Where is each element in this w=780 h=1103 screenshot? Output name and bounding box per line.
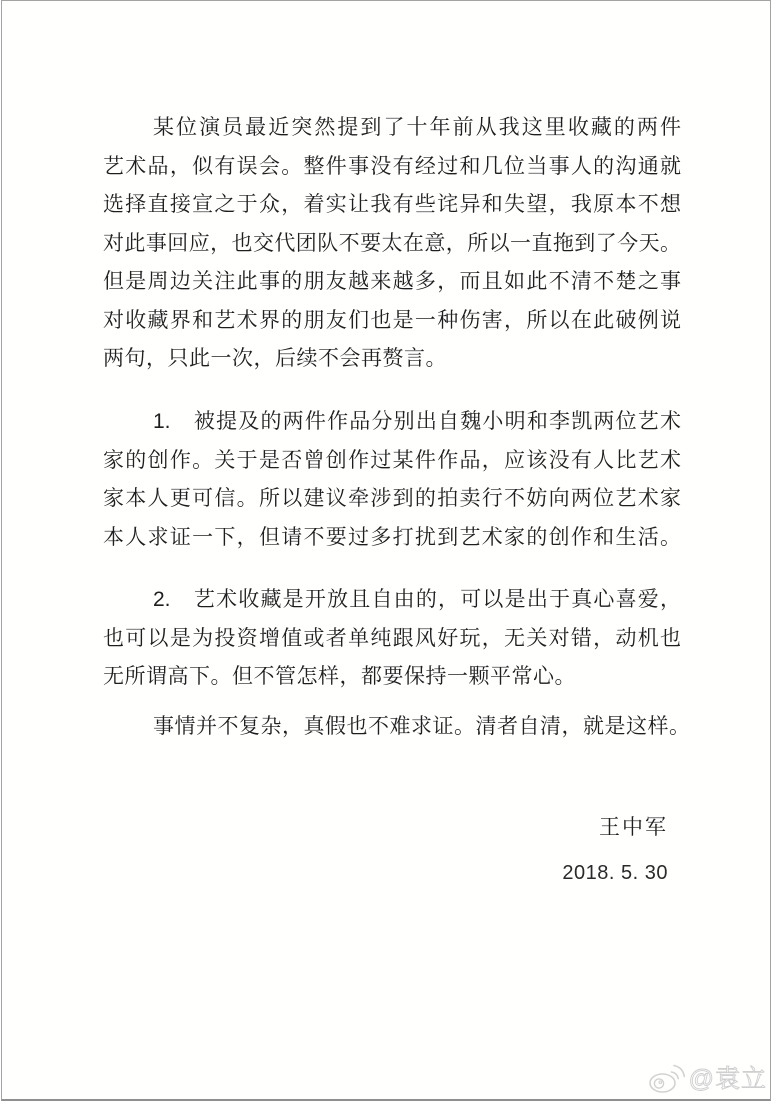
text-line: 对此事回应，也交代团队不要太在意，所以一直拖到了今天。 bbox=[103, 231, 681, 255]
watermark bbox=[648, 1059, 767, 1095]
text-line: 艺术品，似有误会。整件事没有经过和几位当事人的沟通就 bbox=[103, 154, 681, 178]
text-line: 无所谓高下。但不管怎样，都要保持一颗平常心。 bbox=[103, 665, 576, 688]
text-line: 2. 艺术收藏是开放且自由的，可以是出于真心喜爱， bbox=[153, 588, 681, 611]
text-line: 也可以是为投资增值或者单纯跟风好玩，无关对错，动机也 bbox=[103, 626, 681, 650]
paragraph-intro bbox=[103, 109, 681, 379]
text-line: 事情并不复杂，真假也不难求证。清者自清，就是这样。 bbox=[153, 715, 691, 738]
text-line: 但是周边关注此事的朋友越来越多，而且如此不清不楚之事 bbox=[103, 270, 681, 293]
paragraph-point-2 bbox=[103, 581, 681, 697]
signature-name: 王中军 bbox=[599, 815, 668, 839]
text-line: 1. 被提及的两件作品分别出自魏小明和李凯两位艺术 bbox=[153, 410, 681, 433]
weibo-icon bbox=[648, 1061, 686, 1094]
paragraph-point-1 bbox=[103, 403, 681, 557]
text-line: 对收藏界和艺术界的朋友们也是一种伤害，所以在此破例说 bbox=[103, 308, 681, 332]
paragraph-closing bbox=[103, 708, 691, 747]
signature-block bbox=[103, 809, 681, 886]
text-line: 家的创作。关于是否曾创作过某件作品，应该没有人比艺术 bbox=[103, 448, 681, 472]
text-line: 选择直接宣之于众，着实让我有些诧异和失望，我原本不想 bbox=[103, 193, 681, 216]
watermark-handle: @袁立 bbox=[688, 1065, 767, 1093]
text-line: 本人求证一下，但请不要过多打扰到艺术家的创作和生活。 bbox=[103, 525, 681, 549]
text-line: 家本人更可信。所以建议牵涉到的拍卖行不妨向两位艺术家 bbox=[103, 487, 681, 510]
document-page bbox=[1, 0, 771, 1101]
text-line: 某位演员最近突然提到了十年前从我这里收藏的两件 bbox=[153, 116, 681, 139]
statement-text bbox=[103, 109, 691, 885]
signature-date: 2018. 5. 30 bbox=[562, 862, 668, 884]
text-line: 两句，只此一次，后续不会再赘言。 bbox=[103, 347, 447, 370]
